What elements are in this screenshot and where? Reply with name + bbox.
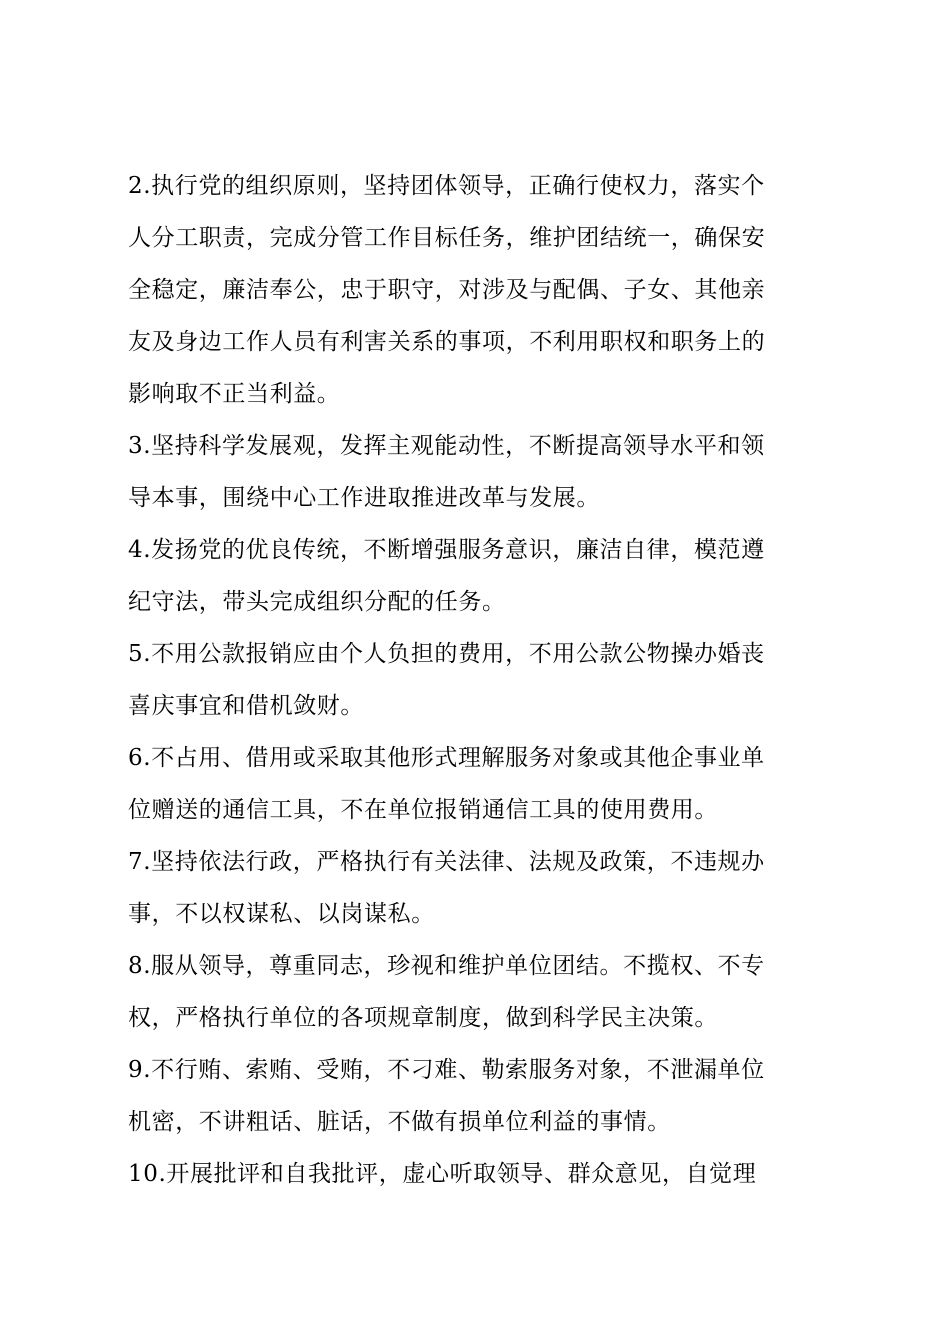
clause-5 [128, 628, 828, 732]
clause-8 [128, 940, 828, 1044]
text-line: 位赠送的通信工具，不在单位报销通信工具的使用费用。 [128, 797, 718, 823]
clause-6 [128, 732, 828, 836]
clause-4 [128, 524, 828, 628]
text-line: 权，严格执行单位的各项规章制度，做到科学民主决策。 [128, 1005, 718, 1031]
clause-3 [128, 420, 828, 524]
text-line: 5.不用公款报销应由个人负担的费用，不用公款公物操办婚丧 [128, 641, 765, 667]
text-line: 3.坚持科学发展观，发挥主观能动性，不断提高领导水平和领 [128, 433, 765, 459]
text-line: 喜庆事宜和借机敛财。 [128, 693, 364, 719]
text-line: 纪守法，带头完成组织分配的任务。 [128, 589, 506, 615]
text-line: 人分工职责，完成分管工作目标任务，维护团结统一，确保安 [128, 225, 766, 251]
clause-7 [128, 836, 828, 940]
text-line: 10.开展批评和自我批评，虚心听取领导、群众意见，自觉理 [128, 1161, 757, 1187]
text-line: 全稳定，廉洁奉公，忠于职守，对涉及与配偶、子女、其他亲 [128, 277, 766, 303]
text-line: 事，不以权谋私、以岗谋私。 [128, 901, 435, 927]
text-line: 7.坚持依法行政，严格执行有关法律、法规及政策，不违规办 [128, 849, 765, 875]
text-line: 6.不占用、借用或采取其他形式理解服务对象或其他企事业单 [128, 745, 765, 771]
text-line: 2.执行党的组织原则，坚持团体领导，正确行使权力，落实个 [128, 173, 765, 199]
document-page [128, 160, 828, 1200]
text-line: 影响取不正当利益。 [128, 381, 341, 407]
clause-10 [128, 1148, 828, 1200]
text-line: 8.服从领导，尊重同志，珍视和维护单位团结。不揽权、不专 [128, 953, 765, 979]
text-line: 9.不行贿、索贿、受贿，不刁难、勒索服务对象，不泄漏单位 [128, 1057, 765, 1083]
text-line: 导本事，围绕中心工作进取推进改革与发展。 [128, 485, 600, 511]
clause-9 [128, 1044, 828, 1148]
text-line: 机密，不讲粗话、脏话，不做有损单位利益的事情。 [128, 1109, 671, 1135]
text-line: 4.发扬党的优良传统，不断增强服务意识，廉洁自律，模范遵 [128, 537, 765, 563]
text-line: 友及身边工作人员有利害关系的事项，不利用职权和职务上的 [128, 329, 766, 355]
clause-2 [128, 160, 828, 420]
